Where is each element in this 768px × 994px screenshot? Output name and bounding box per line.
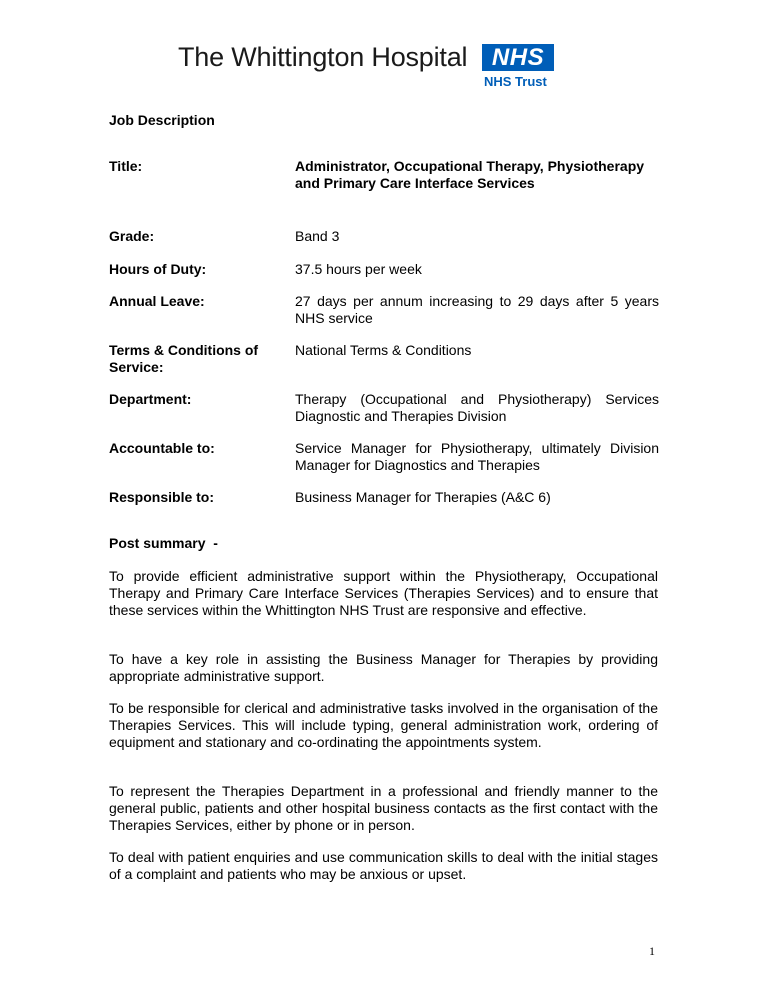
field-value: Band 3 xyxy=(295,228,340,244)
field-value: Service Manager for Physiotherapy, ultimately Division Manager for Diagnostics and Therapies xyxy=(295,440,659,473)
post-summary-title: Post summary - xyxy=(109,535,218,551)
summary-paragraph: To represent the Therapies Department in a professional and friendly manner to the general public, patients and other hospital business contacts as the first contact with the Therapies Services, either by phone or in person. xyxy=(109,783,658,833)
summary-paragraph: To have a key role in assisting the Business Manager for Therapies by providing appropriate administrative support. xyxy=(109,651,658,684)
document-heading: Job Description xyxy=(109,112,215,128)
field-label: Responsible to: xyxy=(109,489,215,505)
field-label: Terms & Conditions of Service: xyxy=(109,342,259,375)
nhs-logo: NHS xyxy=(482,44,554,71)
summary-paragraph: To be responsible for clerical and administrative tasks involved in the organisation of the Therapies Services. This will include typing, general administration work, ordering of equipment and stationary and co-ordinating the appointments system. xyxy=(109,700,658,750)
page-number: 1 xyxy=(649,944,655,958)
field-label: Accountable to: xyxy=(109,440,215,456)
field-value: 27 days per annum increasing to 29 days after 5 years NHS service xyxy=(295,293,659,326)
field-value: Business Manager for Therapies (A&C 6) xyxy=(295,489,551,505)
field-label: Title: xyxy=(109,158,143,174)
hospital-name: The Whittington Hospital xyxy=(178,42,468,72)
summary-paragraph: To deal with patient enquiries and use communication skills to deal with the initial stages of a complaint and patients who may be anxious or upset. xyxy=(109,849,658,882)
field-label: Hours of Duty: xyxy=(109,261,207,277)
field-value: Administrator, Occupational Therapy, Physiotherapy and Primary Care Interface Services xyxy=(295,158,645,191)
field-label: Annual Leave: xyxy=(109,293,205,309)
field-label: Grade: xyxy=(109,228,155,244)
nhs-trust-label: NHS Trust xyxy=(484,74,547,89)
field-value: 37.5 hours per week xyxy=(295,261,422,277)
field-value: Therapy (Occupational and Physiotherapy) Services Diagnostic and Therapies Division xyxy=(295,391,659,424)
field-value: National Terms & Conditions xyxy=(295,342,472,358)
field-label: Department: xyxy=(109,391,192,407)
summary-paragraph: To provide efficient administrative support within the Physiotherapy, Occupational Therapy and Primary Care Interface Services (Therapies Services) and to ensure that these services within the Whittington NHS Trust are responsive and effective. xyxy=(109,568,658,618)
